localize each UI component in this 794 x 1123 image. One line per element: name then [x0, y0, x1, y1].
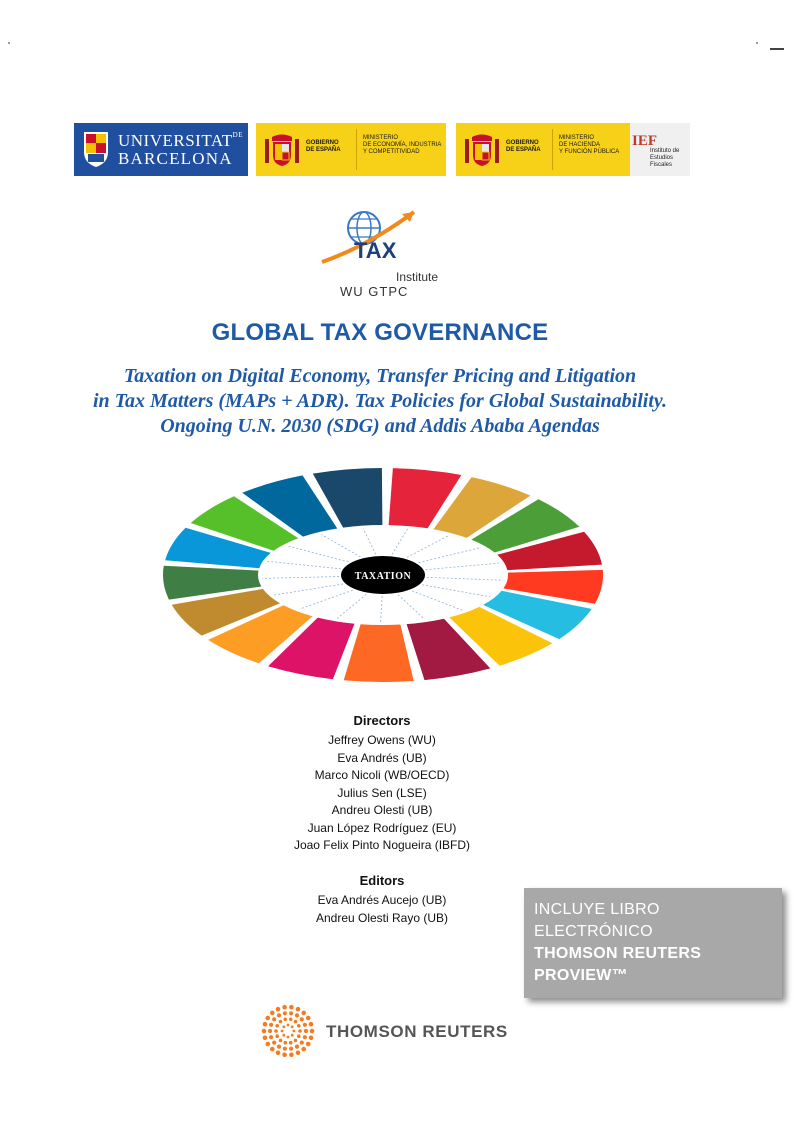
spain-crest-icon [464, 133, 500, 167]
tr-dot [301, 1011, 306, 1016]
director-name: Juan López Rodríguez (EU) [307, 820, 457, 835]
gob1-right-line2: DE ECONOMÍA, INDUSTRIA [363, 142, 442, 148]
tr-dot [296, 1007, 301, 1012]
editor-name: Andreu Olesti Rayo (UB) [315, 910, 449, 925]
promo-line1: INCLUYE LIBRO [534, 901, 660, 918]
taxation-label: TAXATION [354, 571, 412, 582]
tr-dot [266, 1016, 271, 1021]
university-line2: BARCELONA [118, 149, 233, 168]
wheel-spoke [398, 595, 424, 619]
wheel-spoke [407, 536, 449, 558]
tr-dot [275, 1024, 279, 1028]
tr-dot [297, 1024, 301, 1028]
tr-dot [297, 1034, 301, 1038]
tr-dot [303, 1023, 307, 1027]
tr-dot [272, 1041, 276, 1045]
globe-icon [318, 206, 440, 276]
sdg-segment [344, 624, 414, 682]
tr-dot [309, 1036, 314, 1041]
tr-dot [300, 1017, 304, 1021]
subtitle-line: in Tax Matters (MAPs + ADR). Tax Policies for Global Sustainability. [92, 390, 668, 412]
gob1-right-line3: Y COMPETITIVIDAD [363, 149, 420, 155]
tr-dot [301, 1047, 306, 1052]
tr-dot [304, 1029, 308, 1033]
book-subtitle [0, 364, 760, 439]
tr-dot [282, 1053, 287, 1058]
gob2-right-line2: DE HACIENDA [559, 142, 601, 148]
tax-institute-logo [318, 206, 440, 304]
tr-dot [262, 1029, 267, 1034]
directors-block [0, 713, 764, 855]
ief-mark-icon: IEF [632, 133, 658, 149]
tr-dot [282, 1034, 285, 1037]
wheel-spoke [300, 590, 353, 609]
tr-dot [277, 1013, 281, 1017]
tr-dot [284, 1041, 288, 1045]
university-de: DE [232, 131, 243, 139]
tr-dot [296, 1051, 301, 1056]
director-name: Marco Nicoli (WB/OECD) [314, 768, 450, 782]
gob2-left-line2: DE ESPAÑA [506, 147, 541, 153]
tr-dot [284, 1018, 288, 1022]
tr-dot [279, 1039, 283, 1043]
tr-dot [306, 1016, 311, 1021]
tr-dot [281, 1030, 284, 1033]
tr-dot [263, 1022, 268, 1027]
gob1-left-line2: DE ESPAÑA [306, 147, 341, 153]
director-name: Julius Sen (LSE) [337, 785, 427, 800]
tr-dot [291, 1025, 294, 1028]
wheel-spoke [381, 596, 383, 622]
wheel-spoke [426, 563, 500, 570]
tr-dot [289, 1041, 293, 1045]
wheel-spoke [427, 577, 504, 580]
tr-dot [277, 1045, 281, 1049]
director-name: Andreu Olesti (UB) [331, 803, 433, 817]
universitat-barcelona-logo [74, 123, 248, 176]
tr-dot [276, 1051, 281, 1056]
gob2-right-line1: MINISTERIO [559, 135, 595, 141]
tr-dot [289, 1018, 293, 1022]
proview-promo-box [524, 888, 782, 998]
wheel-spoke [422, 585, 490, 597]
gobierno-hacienda-logo [456, 123, 630, 176]
tr-dot [272, 1017, 276, 1021]
tr-dot [300, 1041, 304, 1045]
gob2-left-line1: GOBIERNO [506, 140, 539, 146]
tr-dot [289, 1005, 294, 1010]
thomson-reuters-logo [258, 1002, 508, 1060]
tr-dot [289, 1011, 293, 1015]
promo-line2: ELECTRÓNICO [534, 923, 653, 940]
tr-dot [266, 1042, 271, 1047]
tr-dot [279, 1020, 283, 1024]
tr-dot [289, 1047, 293, 1051]
tr-dot [306, 1042, 311, 1047]
scan-dot [756, 42, 758, 44]
tr-dot [295, 1045, 299, 1049]
tr-dot [275, 1034, 279, 1038]
scan-dot [8, 42, 10, 44]
corner-mark [770, 48, 784, 50]
wheel-spoke [363, 529, 376, 555]
promo-line4: PROVIEW™ [534, 967, 628, 984]
ief-line2: Estudios Fiscales [650, 155, 674, 168]
publisher-name: THOMSON REUTERS [326, 1022, 508, 1041]
tr-dot [295, 1013, 299, 1017]
wheel-spoke [288, 546, 349, 562]
director-name: Eva Andrés (UB) [337, 750, 427, 765]
promo-line3: THOMSON REUTERS [534, 945, 702, 962]
tr-dot [298, 1029, 302, 1033]
subtitle-line: Taxation on Digital Economy, Transfer Pricing and Litigation [123, 365, 637, 387]
gob1-left-line1: GOBIERNO [306, 140, 339, 146]
gobierno-economia-logo [256, 123, 446, 176]
tr-dot [283, 1011, 287, 1015]
wheel-spoke [392, 529, 408, 554]
university-line1: UNIVERSITAT [118, 131, 233, 150]
tr-dot [270, 1011, 275, 1016]
director-name: Jeffrey Owens (WU) [328, 733, 436, 747]
editors-heading: Editors [359, 873, 405, 888]
tr-dot [289, 1053, 294, 1058]
ief-line1: Instituto de [650, 148, 680, 154]
tr-dot [268, 1029, 272, 1033]
spain-crest-icon [264, 133, 300, 167]
tr-dot [269, 1023, 273, 1027]
editor-name: Eva Andrés Aucejo (UB) [317, 893, 447, 907]
tr-dot [287, 1036, 290, 1039]
tr-dot [294, 1039, 298, 1043]
tr-dot [287, 1024, 290, 1027]
university-shield-icon [82, 130, 110, 168]
tax-wu-gtpc: WU GTPC [340, 284, 409, 299]
tax-word: TAX [354, 238, 397, 263]
gob2-right-line3: Y FUNCIÓN PÚBLICA [559, 149, 620, 155]
wheel-spoke [274, 584, 344, 595]
wheel-spoke [321, 535, 360, 557]
tr-dot [270, 1047, 275, 1052]
instituto-estudios-fiscales-logo [630, 123, 690, 176]
tax-institute-word: Institute [396, 270, 439, 284]
book-title: GLOBAL TAX GOVERNANCE [211, 319, 549, 346]
gob1-right-line1: MINISTERIO [363, 135, 399, 141]
tr-dot [294, 1020, 298, 1024]
tr-dot [269, 1035, 273, 1039]
tr-dot [283, 1047, 287, 1051]
tr-dot [276, 1007, 281, 1012]
wheel-spoke [337, 594, 366, 618]
wheel-spoke [262, 577, 339, 579]
tr-dot [282, 1025, 285, 1028]
wheel-spoke [267, 561, 341, 569]
thomson-reuters-dots-icon [258, 1002, 318, 1060]
wheel-spoke [419, 547, 481, 562]
directors-heading: Directors [353, 713, 411, 728]
wheel-spoke [412, 591, 463, 611]
tr-dot [309, 1022, 314, 1027]
tr-dot [303, 1035, 307, 1039]
tr-dot [291, 1034, 294, 1037]
tr-dot [282, 1005, 287, 1010]
sdg-wheel [160, 464, 606, 686]
director-name: Joao Felix Pinto Nogueira (IBFD) [293, 838, 471, 852]
tr-dot [310, 1029, 315, 1034]
tr-dot [263, 1036, 268, 1041]
tr-dot [274, 1029, 278, 1033]
subtitle-line: Ongoing U.N. 2030 (SDG) and Addis Ababa Agendas [160, 415, 600, 437]
tr-dot [293, 1030, 296, 1033]
